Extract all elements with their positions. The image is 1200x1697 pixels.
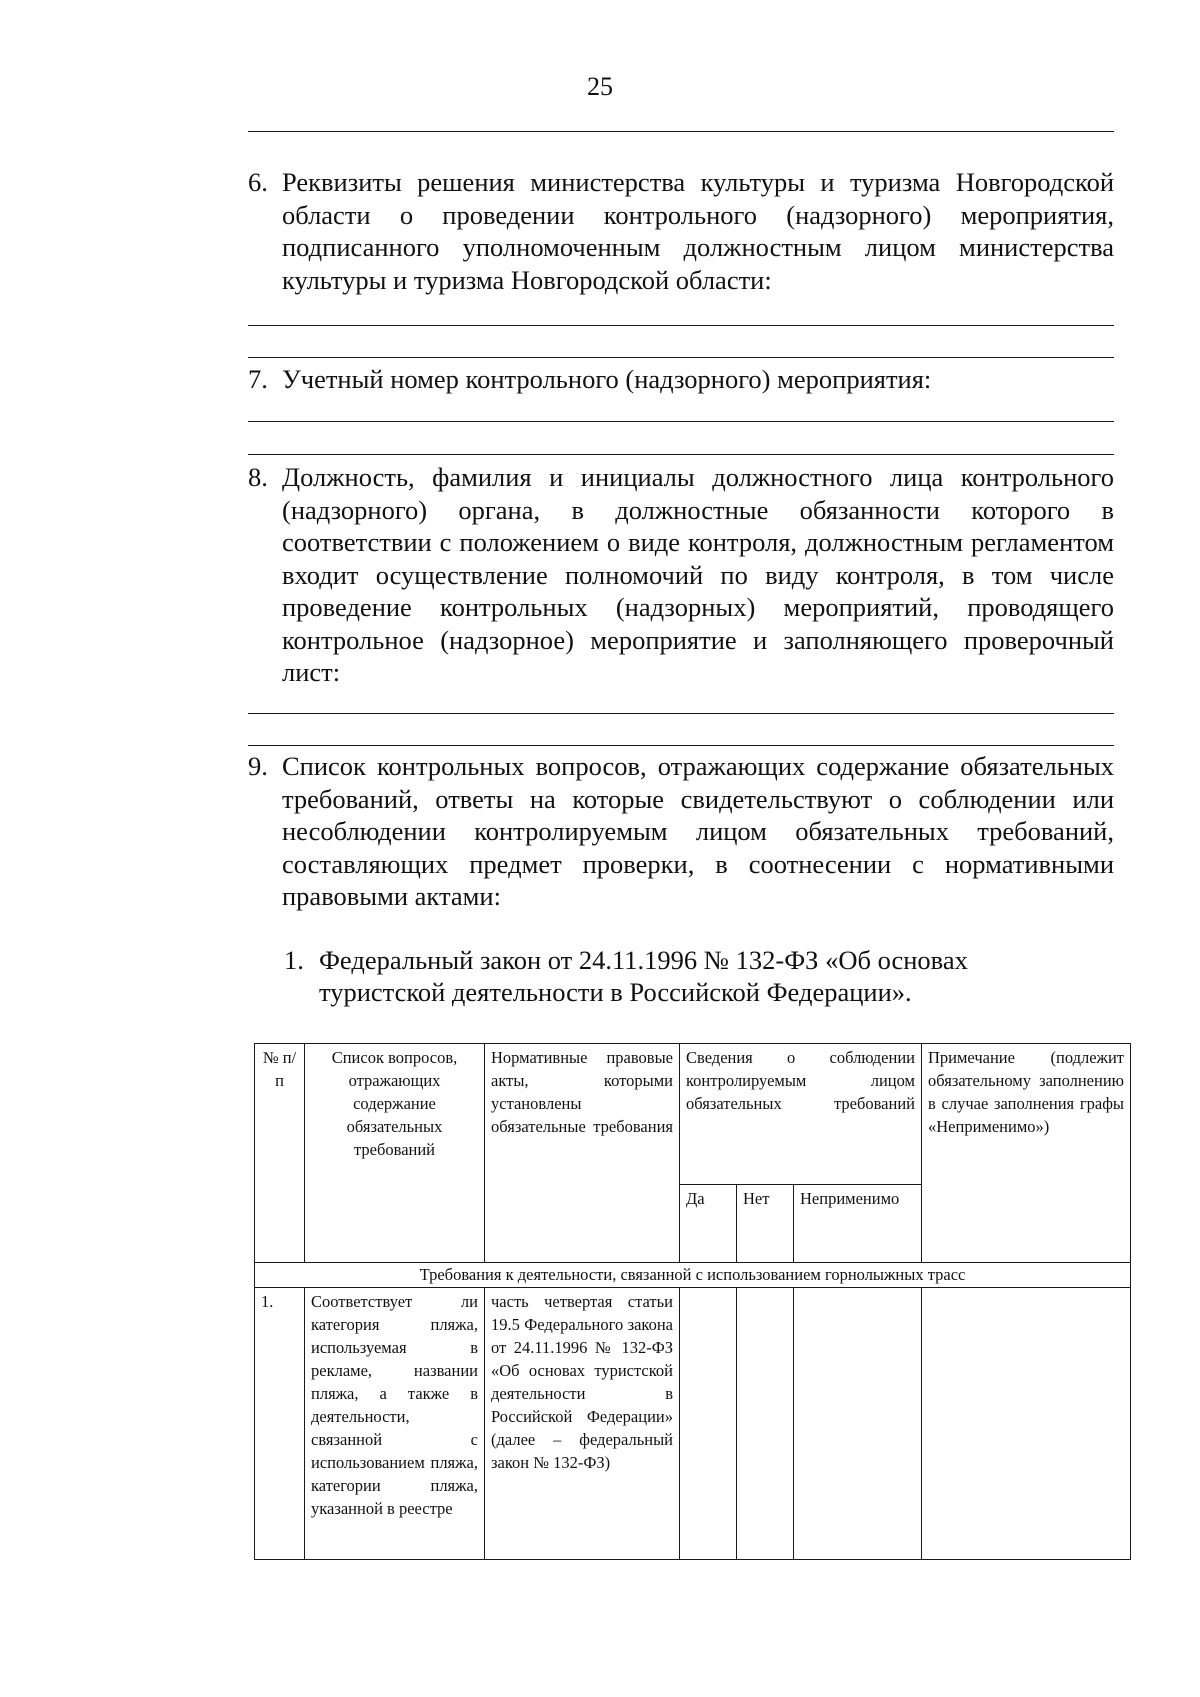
section-9 xyxy=(248,750,1114,913)
section-row: Требования к деятельности, связанной с использованием горнолыжных трасс xyxy=(255,1263,1131,1288)
table-row xyxy=(255,1288,1131,1560)
header-not-applicable: Неприменимо xyxy=(794,1185,922,1263)
field-underline xyxy=(248,745,1114,746)
header-note: Примечание (подлежит обязательному заполнению в случае заполнения графы «Неприменимо») xyxy=(922,1044,1131,1263)
checklist-table xyxy=(254,1043,1131,1560)
section-number: 8. xyxy=(248,462,268,492)
row-act: часть четвертая статьи 19.5 Федерального закона от 24.11.1996 № 132-ФЗ «Об основах туристской деятельности в Российской Федерации» (далее – федеральный закон № 132-ФЗ) xyxy=(485,1288,680,1560)
field-underline xyxy=(248,454,1114,455)
section-text: Учетный номер контрольного (надзорного) мероприятия: xyxy=(282,364,932,394)
section-6 xyxy=(248,166,1114,296)
row-yes-cell[interactable] xyxy=(680,1288,737,1560)
header-questions: Список вопросов, отражающих содержание обязательных требований xyxy=(305,1044,485,1263)
section-text: Список контрольных вопросов, отражающих содержание обязательных требований, ответы на которые свидетельствуют о соблюдении или несоблюдении контролируемым лицом обязательных требований, составляющих предмет проверки, в соотнесении с нормативными правовыми актами: xyxy=(282,751,1114,911)
field-underline xyxy=(248,357,1114,358)
law-title xyxy=(284,944,1084,1008)
header-yes: Да xyxy=(680,1185,737,1263)
section-text: Реквизиты решения министерства культуры и туризма Новгородской области о проведении контрольного (надзорного) мероприятия, подписанного уполномоченным должностным лицом министерства культуры и туризма Новгородской области: xyxy=(282,167,1114,295)
field-underline xyxy=(248,421,1114,422)
header-compliance: Сведения о соблюдении контролируемым лицом обязательных требований xyxy=(680,1044,922,1185)
row-no-cell[interactable] xyxy=(737,1288,794,1560)
section-number: 9. xyxy=(248,751,268,781)
header-acts: Нормативные правовые акты, которыми установлены обязательные требования xyxy=(485,1044,680,1263)
header-no: Нет xyxy=(737,1185,794,1263)
row-question: Соответствует ли категория пляжа, используемая в рекламе, названии пляжа, а также в деятельности, связанной с использованием пляжа, категории пляжа, указанной в реестре xyxy=(305,1288,485,1560)
row-num: 1. xyxy=(255,1288,305,1560)
section-7 xyxy=(248,363,1114,396)
row-note-cell[interactable] xyxy=(922,1288,1131,1560)
field-underline xyxy=(248,713,1114,714)
law-number: 1. xyxy=(284,945,304,975)
law-text: Федеральный закон от 24.11.1996 № 132-ФЗ «Об основах туристской деятельности в Российской Федерации». xyxy=(319,945,968,1007)
section-number: 7. xyxy=(248,364,268,394)
row-na-cell[interactable] xyxy=(794,1288,922,1560)
section-number: 6. xyxy=(248,167,268,197)
field-underline xyxy=(248,131,1114,132)
section-8 xyxy=(248,461,1114,689)
header-num: № п/п xyxy=(255,1044,305,1263)
field-underline xyxy=(248,325,1114,326)
page-number: 25 xyxy=(587,72,613,101)
section-text: Должность, фамилия и инициалы должностного лица контрольного (надзорного) органа, в должностные обязанности которого в соответствии с положением о виде контроля, должностным регламентом входит осуществление полномочий по виду контроля, в том числе проведение контрольных (надзорных) мероприятий, проводящего контрольное (надзорное) мероприятие и заполняющего проверочный лист: xyxy=(282,462,1114,687)
